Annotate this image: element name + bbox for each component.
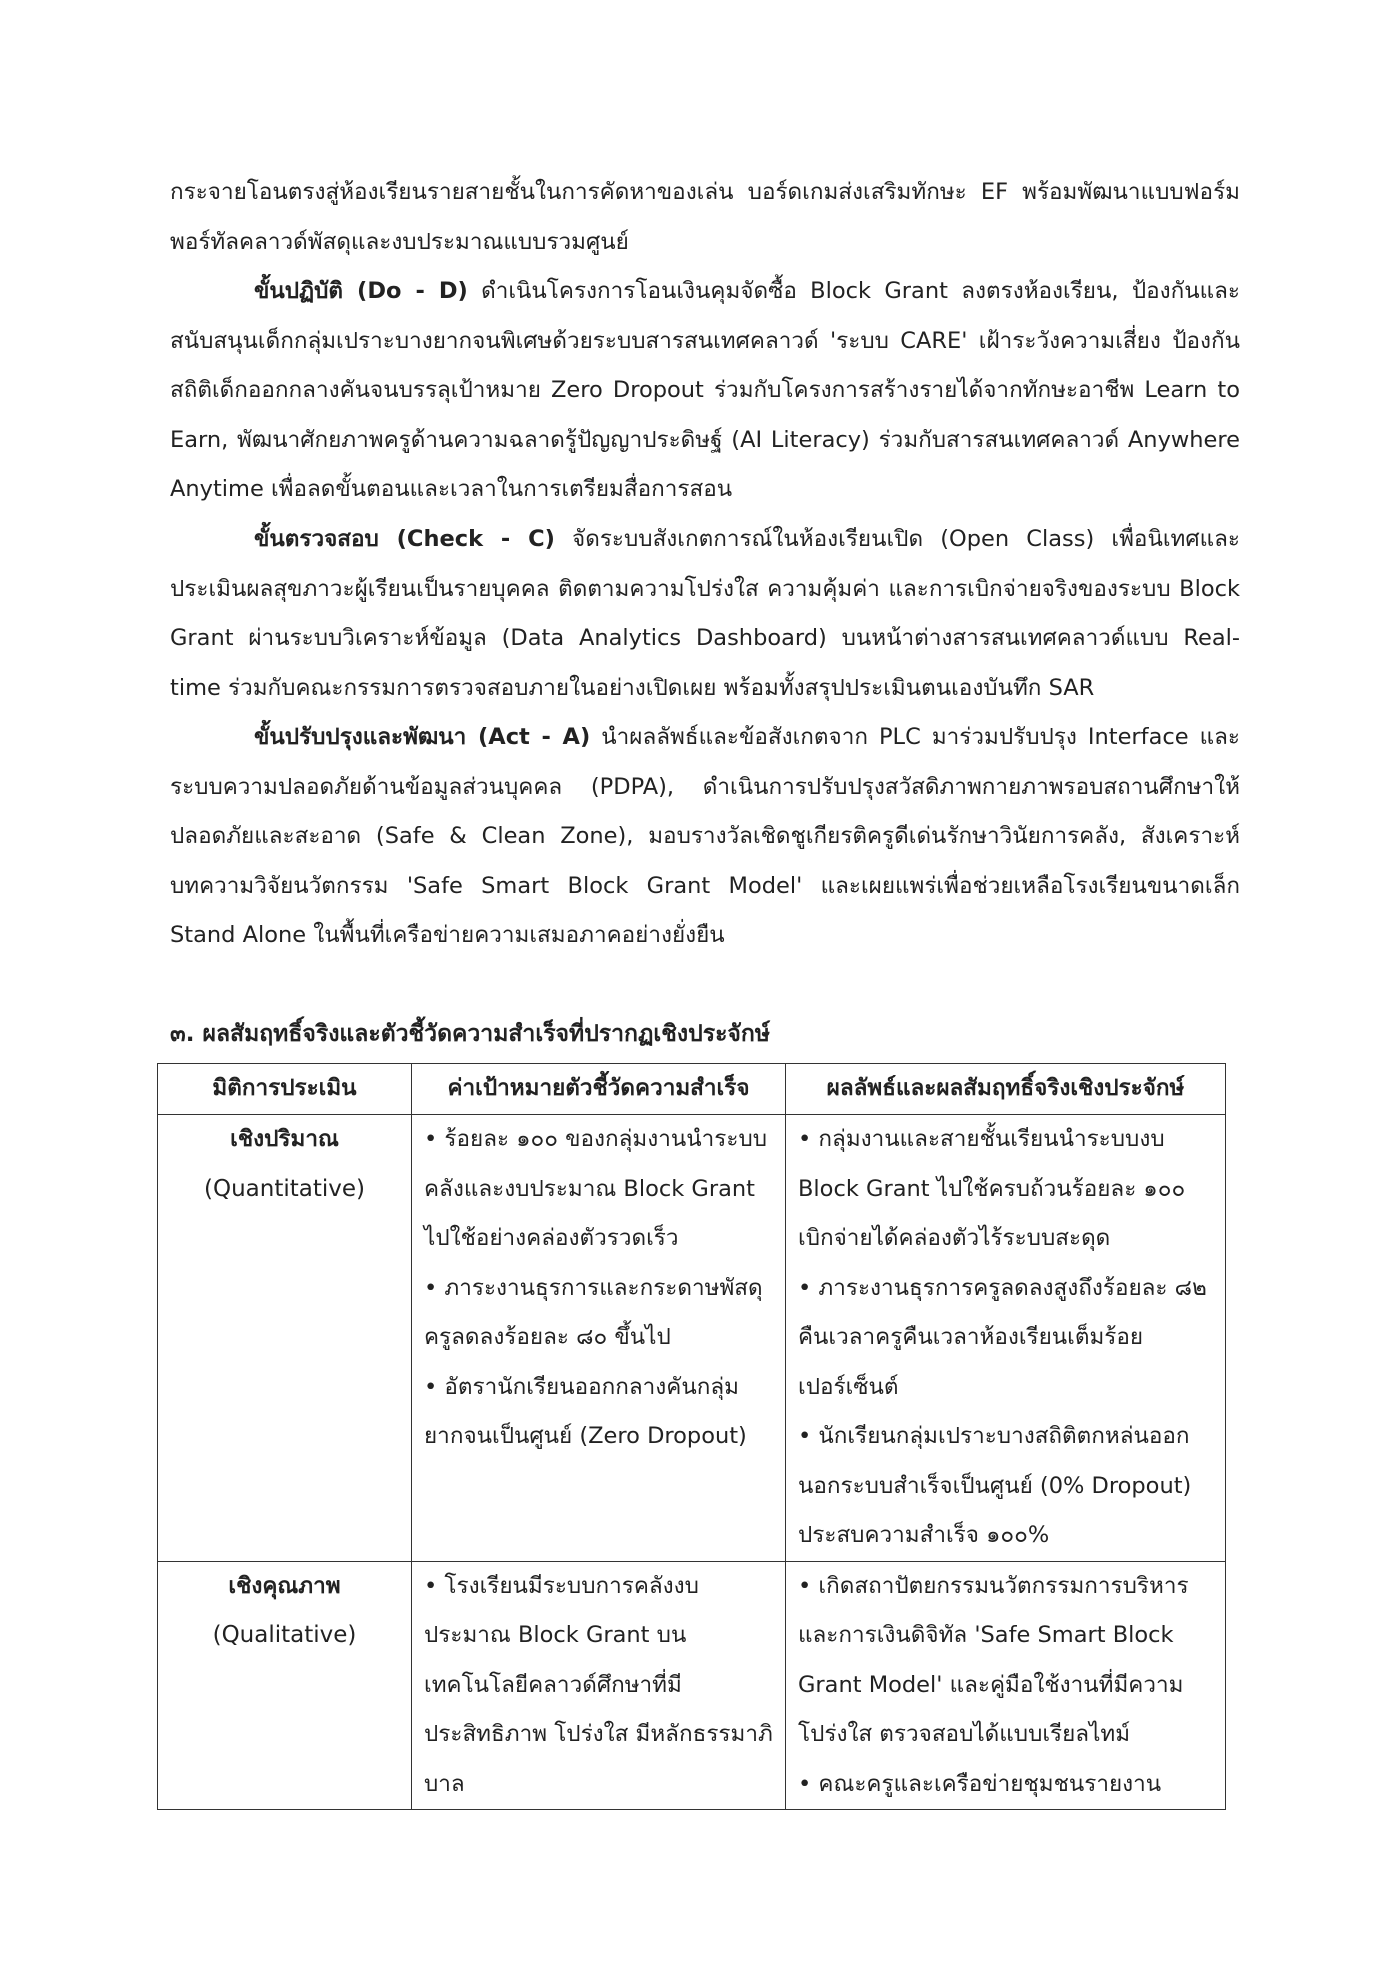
target-item: • ภาระงานธุรการและกระดาษพัสดุครูลดลงร้อยละ ๘๐ ขึ้นไป [424, 1274, 763, 1350]
result-item: • นักเรียนกลุ่มเปราะบางสถิติตกหล่นออกนอกระบบสำเร็จเป็นศูนย์ (0% Dropout) ประสบความสำเร็จ ๑๐๐% [798, 1423, 1192, 1548]
dimension-english: (Qualitative) [212, 1622, 357, 1648]
result-cell [786, 1115, 1226, 1562]
paragraph-text: กระจายโอนตรงสู่ห้องเรียนรายสายชั้นในการคัดหาของเล่น บอร์ดเกมส่งเสริมทักษะ EF พร้อมพัฒนาแบบฟอร์มพอร์ทัลคลาวด์พัสดุและงบประมาณแบบรวมศูนย์ [170, 179, 1240, 255]
column-header-target: ค่าเป้าหมายตัวชี้วัดความสำเร็จ [412, 1064, 786, 1115]
section-title: ๓. ผลสัมฤทธิ์จริงและตัวชี้วัดความสำเร็จที่ปรากฏเชิงประจักษ์ [170, 1021, 770, 1047]
target-item: • โรงเรียนมีระบบการคลังงบประมาณ Block Grant บนเทคโนโลยีคลาวด์ศึกษาที่มีประสิทธิภาพ โปร่งใส มีหลักธรรมาภิบาล [424, 1572, 773, 1797]
result-item: • คณะครูและเครือข่ายชุมชนรายงาน [798, 1770, 1162, 1797]
paragraph-text: จัดระบบสังเกตการณ์ในห้องเรียนเปิด (Open Class) เพื่อนิเทศและประเมินผลสุขภาวะผู้เรียนเป็นรายบุคคล ติดตามความโปร่งใส ความคุ้มค่า และการเบิกจ่ายจริงของระบบ Block Grant ผ่านระบบวิเคราะห์ข้อมูล (Data Analytics Dashboard) บนหน้าต่างสารสนเทศคลาวด์แบบ Real-time ร่วมกับคณะกรรมการตรวจสอบภายในอย่างเปิดเผย พร้อมทั้งสรุปประเมินตนเองบันทึก SAR [170, 526, 1240, 701]
dimension-cell [158, 1115, 412, 1562]
target-item: • อัตรานักเรียนออกกลางคันกลุ่มยากจนเป็นศูนย์ (Zero Dropout) [424, 1373, 747, 1449]
paragraph-act [170, 713, 1240, 961]
table-header-row [158, 1064, 1226, 1115]
result-item: • เกิดสถาปัตยกรรมนวัตกรรมการบริหารและการเงินดิจิทัล 'Safe Smart Block Grant Model' และคู่มือใช้งานที่มีความโปร่งใส ตรวจสอบได้แบบเรียลไทม์ [798, 1572, 1189, 1747]
paragraph-plan-continued [170, 168, 1240, 267]
target-cell [412, 1561, 786, 1810]
results-table [157, 1063, 1226, 1810]
result-cell [786, 1561, 1226, 1810]
column-header-dimension: มิติการประเมิน [158, 1064, 412, 1115]
paragraph-check [170, 515, 1240, 713]
table-row [158, 1115, 1226, 1562]
step-heading-check: ขั้นตรวจสอบ (Check - C) [254, 526, 555, 552]
result-item: • กลุ่มงานและสายชั้นเรียนนำระบบงบ Block Grant ไปใช้ครบถ้วนร้อยละ ๑๐๐ เบิกจ่ายได้คล่องตัวไร้ระบบสะดุด [798, 1126, 1186, 1251]
dimension-thai: เชิงคุณภาพ [228, 1572, 341, 1599]
result-item: • ภาระงานธุรการครูลดลงสูงถึงร้อยละ ๘๒ คืนเวลาครูคืนเวลาห้องเรียนเต็มร้อยเปอร์เซ็นต์ [798, 1274, 1207, 1400]
target-item: • ร้อยละ ๑๐๐ ของกลุ่มงานนำระบบคลังและงบประมาณ Block Grant ไปใช้อย่างคล่องตัวรวดเร็ว [424, 1126, 768, 1251]
paragraph-do [170, 267, 1240, 515]
paragraph-text: นำผลลัพธ์และข้อสังเกตจาก PLC มาร่วมปรับปรุง Interface และระบบความปลอดภัยด้านข้อมูลส่วนบุคคล (PDPA), ดำเนินการปรับปรุงสวัสดิภาพกายภาพรอบสถานศึกษาให้ปลอดภัยและสะอาด (Safe & Clean Zone), มอบรางวัลเชิดชูเกียรติครูดีเด่นรักษาวินัยการคลัง, สังเคราะห์บทความวิจัยนวัตกรรม 'Safe Smart Block Grant Model' และเผยแพร่เพื่อช่วยเหลือโรงเรียนขนาดเล็ก Stand Alone ในพื้นที่เครือข่ายความเสมอภาคอย่างยั่งยืน [170, 724, 1240, 948]
paragraph-text: ดำเนินโครงการโอนเงินคุมจัดซื้อ Block Grant ลงตรงห้องเรียน, ป้องกันและสนับสนุนเด็กกลุ่มเปราะบางยากจนพิเศษด้วยระบบสารสนเทศคลาวด์ 'ระบบ CARE' เฝ้าระวังความเสี่ยง ป้องกันสถิติเด็กออกกลางคันจนบรรลุเป้าหมาย Zero Dropout ร่วมกับโครงการสร้างรายได้จากทักษะอาชีพ Learn to Earn, พัฒนาศักยภาพครูด้านความฉลาดรู้ปัญญาประดิษฐ์ (AI Literacy) ร่วมกับสารสนเทศคลาวด์ Anywhere Anytime เพื่อลดขั้นตอนและเวลาในการเตรียมสื่อการสอน [170, 278, 1240, 502]
dimension-thai: เชิงปริมาณ [230, 1126, 339, 1152]
column-header-result: ผลลัพธ์และผลสัมฤทธิ์จริงเชิงประจักษ์ [786, 1064, 1226, 1115]
dimension-english: (Quantitative) [204, 1175, 365, 1202]
target-cell [412, 1115, 786, 1562]
dimension-cell [158, 1561, 412, 1810]
step-heading-act: ขั้นปรับปรุงและพัฒนา (Act - A) [254, 724, 591, 750]
step-heading-do: ขั้นปฏิบัติ (Do - D) [254, 278, 468, 304]
table-row [158, 1561, 1226, 1810]
